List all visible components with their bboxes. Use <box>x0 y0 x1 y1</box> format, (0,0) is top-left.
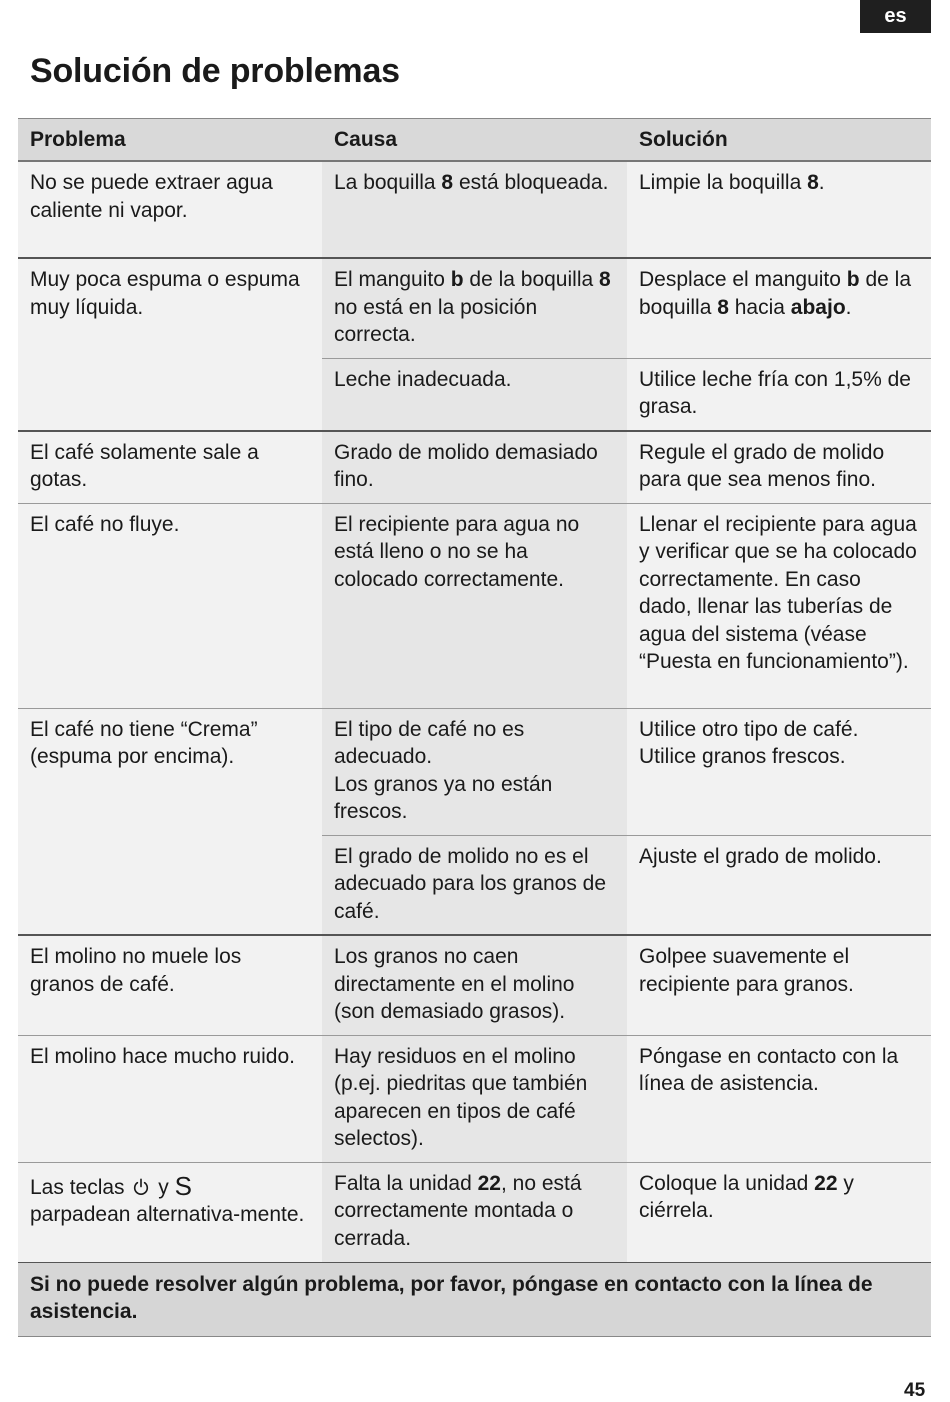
power-icon <box>132 1178 150 1196</box>
table-row <box>18 258 931 358</box>
footer-note: Si no puede resolver algún problema, por favor, póngase en contacto con la línea de asistencia. <box>18 1262 931 1336</box>
table-row <box>18 161 931 258</box>
problem-cell: El molino no muele los granos de café. <box>18 935 322 1035</box>
solution-cell: Póngase en contacto con la línea de asistencia. <box>627 1035 931 1162</box>
table-row <box>18 708 931 835</box>
problem-cell: El café solamente sale a gotas. <box>18 431 322 504</box>
cause-cell: El grado de molido no es el adecuado para los granos de café. <box>322 835 627 935</box>
troubleshooting-table <box>18 118 931 1337</box>
problem-cell: El café no fluye. <box>18 503 322 708</box>
table-row <box>18 1162 931 1262</box>
solution-cell: Desplace el manguito b de la boquilla 8 hacia abajo. <box>627 258 931 358</box>
cause-cell: La boquilla 8 está bloqueada. <box>322 161 627 258</box>
problem-cell: El molino hace mucho ruido. <box>18 1035 322 1162</box>
solution-cell: Golpee suavemente el recipiente para granos. <box>627 935 931 1035</box>
s-key-icon: S <box>174 1170 192 1201</box>
solution-cell: Limpie la boquilla 8. <box>627 161 931 258</box>
footer-row <box>18 1262 931 1336</box>
problem-cell: El café no tiene “Crema” (espuma por encima). <box>18 708 322 935</box>
header-solution: Solución <box>627 119 931 162</box>
cause-cell: Falta la unidad 22, no está correctamente montada o cerrada. <box>322 1162 627 1262</box>
solution-cell: Llenar el recipiente para agua y verificar que se ha colocado correctamente. En caso dado, llenar las tuberías de agua del sistema (véase “Puesta en funcionamiento”). <box>627 503 931 708</box>
header-cause: Causa <box>322 119 627 162</box>
table-row <box>18 431 931 504</box>
cause-cell: Leche inadecuada. <box>322 358 627 431</box>
table-row <box>18 1035 931 1162</box>
page-number: 45 <box>904 1380 926 1401</box>
solution-cell: Utilice leche fría con 1,5% de grasa. <box>627 358 931 431</box>
solution-cell: Ajuste el grado de molido. <box>627 835 931 935</box>
problem-cell: No se puede extraer agua caliente ni vapor. <box>18 161 322 258</box>
table-row <box>18 503 931 708</box>
cause-cell: El tipo de café no es adecuado. Los granos ya no están frescos. <box>322 708 627 835</box>
table-row <box>18 935 931 1035</box>
solution-cell: Regule el grado de molido para que sea menos fino. <box>627 431 931 504</box>
header-problem: Problema <box>18 119 322 162</box>
language-tab: es <box>860 0 931 33</box>
cause-cell: Hay residuos en el molino (p.ej. piedritas que también aparecen en tipos de café selectos). <box>322 1035 627 1162</box>
cause-cell: El recipiente para agua no está lleno o no se ha colocado correctamente. <box>322 503 627 708</box>
cause-cell: Los granos no caen directamente en el molino (son demasiado grasos). <box>322 935 627 1035</box>
problem-cell: Las teclas y S parpadean alternativa-mente. <box>18 1162 322 1262</box>
problem-cell: Muy poca espuma o espuma muy líquida. <box>18 258 322 431</box>
page-title: Solución de problemas <box>30 52 400 90</box>
cause-cell: El manguito b de la boquilla 8 no está en la posición correcta. <box>322 258 627 358</box>
header-row <box>18 119 931 162</box>
cause-cell: Grado de molido demasiado fino. <box>322 431 627 504</box>
solution-cell: Utilice otro tipo de café. Utilice granos frescos. <box>627 708 931 835</box>
solution-cell: Coloque la unidad 22 y ciérrela. <box>627 1162 931 1262</box>
